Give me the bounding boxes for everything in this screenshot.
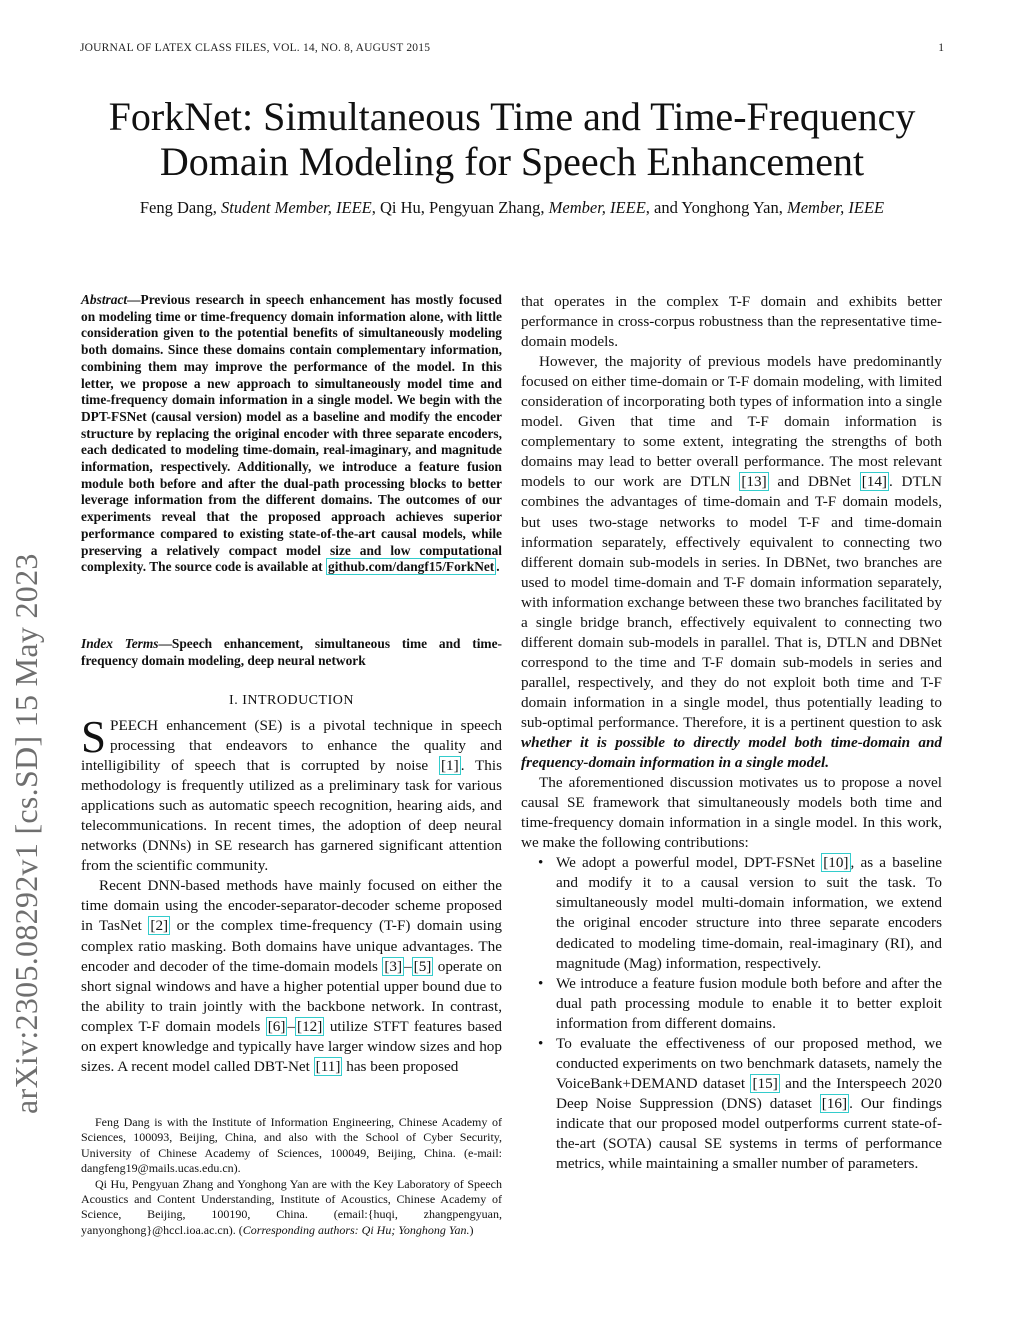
author-1-role: Student Member, IEEE [220, 198, 372, 217]
right-paragraph-2: The aforementioned discussion motivates us to propose a novel causal SE framework that simultaneously models both time and time-frequency domain information in a single model. In this work, we make the following contributions: [521, 774, 942, 852]
citation-11[interactable]: [11] [315, 1057, 341, 1075]
citation-12[interactable]: [12] [297, 1017, 323, 1035]
citation-5[interactable]: [5] [413, 957, 432, 975]
author-1: Feng Dang, [139, 198, 221, 217]
intro-p1-text-a: PEECH enhancement (SE) is a pivotal technique in speech processing that endeavors to enhance the quality and intelligibility of speech that is corrupted by noise [81, 717, 502, 775]
contribution-item-2: • We introduce a feature fusion module both before and after the dual path processing module to enable it to better exploit information from different domains. [556, 974, 942, 1034]
title-line-1: ForkNet: Simultaneous Time and Time-Frequency [108, 94, 916, 139]
contribution-3-text-c: . Our findings indicate that our proposed model outperforms current state-of-the-art (SOTA) causal SE systems in terms of performance metrics, while maintaining a smaller number of parameters. [556, 1094, 942, 1173]
contribution-1-text-b: , as a baseline and modify it to a causal version to suit the task. To simultaneously model multi-domain information, we extend the original encoder structure into three separate encoders dedicated to modeling time-domain, real-imaginary (RI), and magnitude (Mag) information, respectively. [556, 854, 942, 972]
contribution-item-3 [556, 1034, 942, 1174]
footnote-2-text: Qi Hu, Pengyuan Zhang and Yonghong Yan are with the Key Laboratory of Speech Acoustics and Content Understanding, Institute of Acoustics, Chinese Academy of Science, Beijing, 100190, China. (email:{huqi, zhangpengyuan, yanyonghong}@hccl.ioa.ac.cn). ( [81, 1176, 502, 1237]
intro-p2-text-b: or the complex time-frequency (T-F) domain using complex ratio masking. Both domains have unique advantages. The encoder and decoder of the time-domain models [81, 917, 503, 975]
contribution-3-text-a: To evaluate the effectiveness of our proposed method, we conducted experiments on two benchmark datasets, namely the VoiceBank+DEMAND dataset [556, 1034, 942, 1092]
citation-10[interactable]: [10] [823, 854, 849, 872]
range-dash: – [404, 957, 412, 975]
source-code-link[interactable]: github.com/dangf15/ForkNet [328, 559, 495, 575]
index-terms-label: Index Terms [81, 636, 159, 651]
right-p1-text-a: However, the majority of previous models have predominantly focused on either time-domain or T-F domain modeling, with limited consideration of incorporating both types of information into a single model. Given that time and T-F domain information is complementary to some extent, integrating the strengths of both domains may lead to better overall performance. The most relevant models to our work are DTLN [521, 353, 942, 491]
running-head: JOURNAL OF LATEX CLASS FILES, VOL. 14, NO. 8, AUGUST 2015 [80, 42, 431, 54]
section-heading-introduction: I. INTRODUCTION [229, 693, 354, 708]
citation-16[interactable]: [16] [821, 1094, 848, 1112]
index-terms-text: —Speech enhancement, simultaneous time and time-frequency domain modeling, deep neural network [81, 636, 502, 668]
intro-p2-text-a: Recent DNN-based methods have mainly focused on either the time domain using the encoder-separator-decoder scheme proposed in TasNet [81, 877, 502, 935]
index-terms [81, 636, 502, 669]
intro-p2-text-e: has been proposed [342, 1057, 459, 1075]
contribution-1-text-a: We adopt a powerful model, DPT-FSNet [556, 854, 822, 872]
contributions-list [521, 853, 942, 1174]
right-paragraph-1 [521, 352, 942, 773]
citation-6[interactable]: [6] [267, 1017, 286, 1035]
intro-p2-text-c: operate on short signal windows and have a higher potential upper bound due to the ability to train jointly with the backbone network. In contrast, complex T-F domain models [81, 957, 502, 1035]
intro-left-column [81, 712, 503, 1077]
contribution-3-text-b: and the Interspeech 2020 Deep Noise Suppression (DNS) dataset [556, 1074, 942, 1112]
intro-right-column [521, 292, 942, 1174]
citation-3[interactable]: [3] [384, 957, 403, 975]
author-list [40, 198, 984, 218]
intro-paragraph-1 [81, 712, 503, 876]
title-line-2: Domain Modeling for Speech Enhancement [159, 139, 865, 184]
citation-15[interactable]: [15] [752, 1074, 778, 1092]
intro-paragraph-2 [81, 876, 502, 1076]
footnote-2 [81, 1177, 502, 1239]
citation-13[interactable]: [13] [741, 473, 767, 491]
paper-title [40, 94, 984, 184]
contribution-item-1 [556, 853, 942, 973]
abstract-text: —Previous research in speech enhancement has mostly focused on modeling time or time-frequency domain information alone, with little consideration given to the potential benefits of simultaneously modeling both domains. Since these domains contain complementary information, combining them may improve the performance of the model. In this letter, we propose a new approach to simultaneously model time and time-frequency domain information in a single model. We begin with the DPT-FSNet (causal version) model as a baseline and modify the encoder structure by replacing the original encoder with three separate encoders, each dedicated to modeling time-domain, real-imaginary, and magnitude information, respectively. Additionally, we introduce a feature fusion module both before and after the dual-path processing blocks to better leverage information from the different domains. The outcomes of our experiments reveal that the proposed approach achieves superior performance compared to existing state-of-the-art causal models, while preserving a relatively compact model size and low computational complexity. The source code is available at [81, 292, 502, 575]
research-question: whether it is possible to directly model both time-domain and frequency-domain information in a single model. [521, 734, 942, 772]
right-p1-text-c: . DTLN combines the advantages of time-domain and T-F domain models, but uses two-stage networks to model T-F and time-domain information separately, effectively equivalent to connecting two different domain sub-models in series. In DBNet, two branches are used to model time-domain and T-F domain information separately, with information exchange between these two branches facilitated by a single bridge branch, effectively equivalent to connecting two different domain sub-models in parallel. That is, DTLN and DBNet correspond to the time and T-F domain sub-models in series and parallel, respectively, and they do not exploit both time and T-F domain information in a single model, thus potentially leading to sub-optimal performance. Therefore, it is a pertinent question to ask [521, 473, 942, 731]
author-2-role: Member, IEEE [548, 198, 646, 217]
footnote-1: Feng Dang is with the Institute of Information Engineering, Chinese Academy of Sciences, 100093, Beijing, China, and also with the School of Cyber Security, University of Chinese Academy of Sciences, 100049, Beijing, China. (e-mail: dangfeng19@mails.ucas.edu.cn). [81, 1115, 502, 1176]
dropcap: S [81, 712, 107, 762]
abstract [81, 292, 502, 576]
abstract-end: . [496, 559, 500, 575]
author-3-role: Member, IEEE [786, 198, 885, 217]
intro-p2-text-d: utilize STFT features based on expert knowledge and typically have larger window sizes and hop sizes. A recent model called DBT-Net [81, 1017, 502, 1075]
page-number: 1 [938, 42, 944, 54]
citation-14[interactable]: [14] [861, 473, 887, 491]
citation-2[interactable]: [2] [150, 917, 169, 935]
author-3: , and Yonghong Yan, [645, 198, 787, 217]
footnote-2-end: ) [469, 1222, 474, 1237]
corresponding-authors: Corresponding authors: Qi Hu; Yonghong Yan. [242, 1222, 470, 1237]
right-paragraph-0: that operates in the complex T-F domain and exhibits better performance in cross-corpus robustness than the representative time-domain models. [521, 293, 942, 351]
footnotes [81, 1115, 502, 1238]
range-dash: – [287, 1017, 296, 1035]
right-p1-text-b: and DBNet [768, 473, 860, 491]
author-2: , Qi Hu, Pengyuan Zhang, [371, 198, 549, 217]
citation-1[interactable]: [1] [440, 757, 459, 775]
abstract-label: Abstract [81, 292, 128, 307]
intro-p1-text-b: . This methodology is frequently utilized as a preliminary task for various applications such as automatic speech recognition, hearing aids, and telecommunications. In recent times, the adoption of deep neural networks (DNNs) in SE research has garnered significant attention from the scientific community. [81, 757, 503, 875]
